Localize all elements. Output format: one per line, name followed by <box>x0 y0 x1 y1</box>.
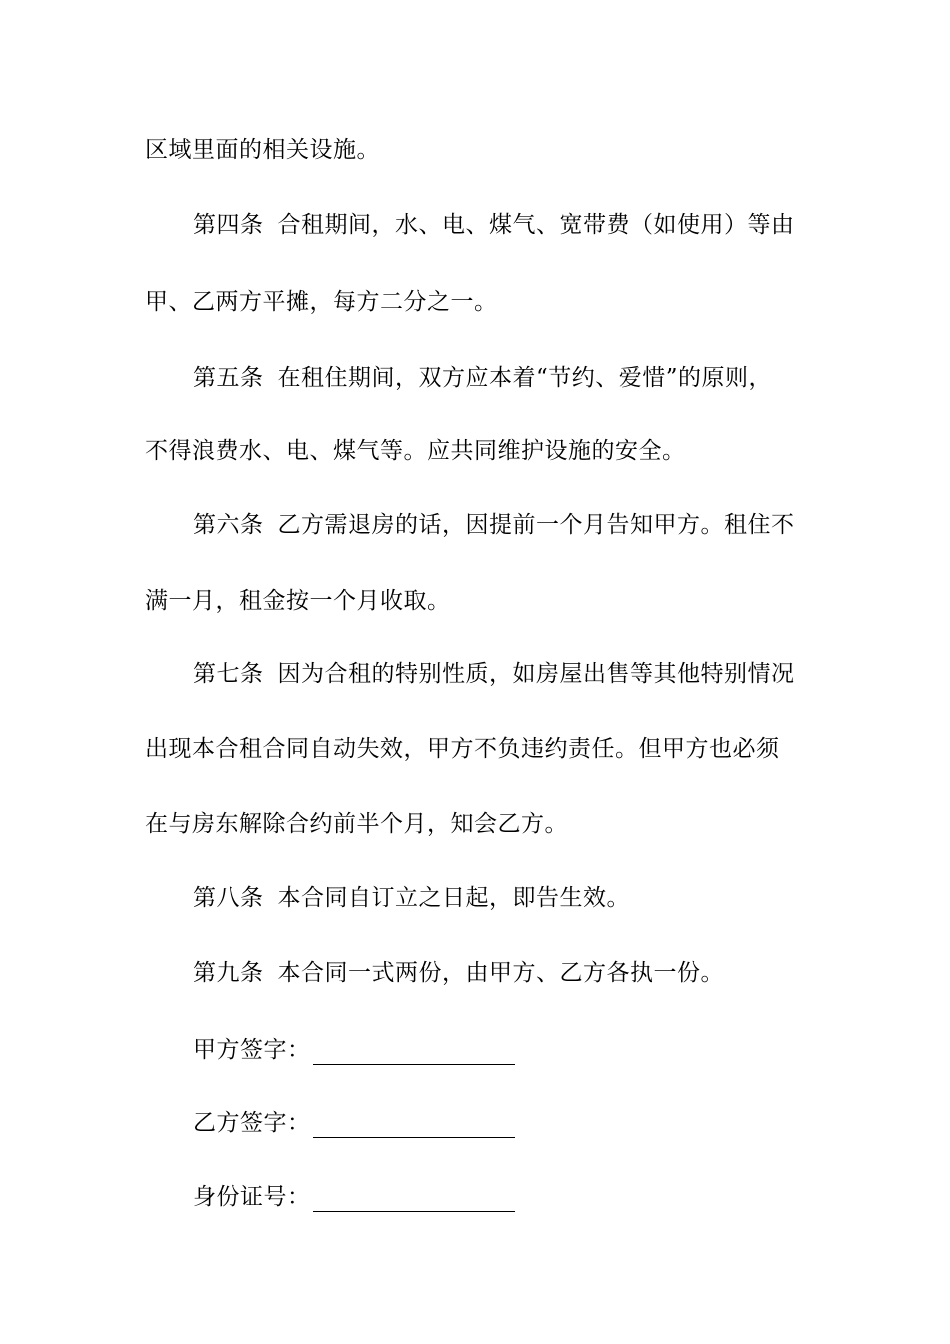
article-number: 第七条 <box>193 661 264 687</box>
clause-text: 合租期间，水、电、煤气、宽带费（如使用）等由 <box>277 212 795 238</box>
article-4-line-1 <box>193 210 795 240</box>
article-7-line-2 <box>145 734 780 764</box>
article-6-line-1 <box>193 510 795 540</box>
article-number: 第八条 <box>193 885 264 911</box>
id-number-row <box>193 1182 515 1212</box>
article-9-line <box>193 958 724 988</box>
clause-text: 本合同自订立之日起，即告生效。 <box>277 885 630 911</box>
article-5-line-1 <box>193 363 772 393</box>
text-line <box>145 135 380 165</box>
article-8-line <box>193 883 630 913</box>
clause-text: 甲、乙两方平摊，每方二分之一。 <box>145 289 498 315</box>
clause-text: 乙方需退房的话，因提前一个月告知甲方。租住不 <box>277 512 795 538</box>
article-number: 第九条 <box>193 960 264 986</box>
clause-text: 出现本合租合同自动失效，甲方不负违约责任。但甲方也必须 <box>145 736 780 762</box>
signature-label: 乙方签字： <box>193 1110 311 1136</box>
clause-text: 在租住期间，双方应本着“节约、爱惜”的原则， <box>277 365 773 391</box>
clause-text: 区域里面的相关设施。 <box>145 137 380 163</box>
clause-text: 本合同一式两份，由甲方、乙方各执一份。 <box>277 960 724 986</box>
id-number-blank-line <box>313 1189 515 1212</box>
article-7-line-3 <box>145 809 568 839</box>
article-5-line-2 <box>145 436 686 466</box>
signature-party-b <box>193 1108 515 1138</box>
clause-text: 因为合租的特别性质，如房屋出售等其他特别情况 <box>277 661 795 687</box>
clause-text: 满一月，租金按一个月收取。 <box>145 588 451 614</box>
signature-party-a <box>193 1035 515 1065</box>
id-number-label: 身份证号： <box>193 1184 311 1210</box>
signature-blank-line <box>313 1115 515 1138</box>
clause-text: 不得浪费水、电、煤气等。应共同维护设施的安全。 <box>145 438 686 464</box>
article-4-line-2 <box>145 287 498 317</box>
clause-text: 在与房东解除合约前半个月，知会乙方。 <box>145 811 568 837</box>
article-number: 第六条 <box>193 512 264 538</box>
article-6-line-2 <box>145 586 451 616</box>
signature-label: 甲方签字： <box>193 1037 311 1063</box>
article-number: 第四条 <box>193 212 264 238</box>
article-7-line-1 <box>193 659 795 689</box>
article-number: 第五条 <box>193 365 264 391</box>
signature-blank-line <box>313 1042 515 1065</box>
